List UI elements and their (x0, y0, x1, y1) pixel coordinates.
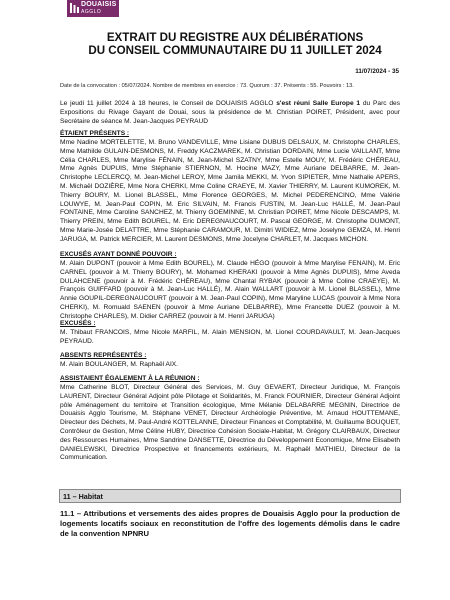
douaisis-agglo-logo (67, 0, 119, 17)
absents-heading: ABSENTS REPRÉSENTÉS : (60, 352, 147, 359)
excuses-list: M. Thibaut FRANCOIS, Mme Nicole MARFIL, M. Alain MENSION, M. Lionel COURDAVAULT, M. Jean-Jacques PEYRAUD. (60, 329, 400, 345)
logo-subtitle: AGGLO (81, 9, 102, 15)
absents-list: M. Alain BOULANGER, M. Raphaël AIX. (60, 361, 179, 368)
document-title-line-1: EXTRAIT DU REGISTRE AUX DÉLIBÉRATIONS (106, 31, 364, 44)
pouvoir-heading: EXCUSÉS AYANT DONNÉ POUVOIR : (60, 251, 177, 258)
convocation-details: Date de la convocation : 05/07/2024. Nombre de membres en exercice : 73. Quorum : 37. Présents : 55. Pouvoirs : 13. (60, 83, 354, 89)
document-title-line-2: DU CONSEIL COMMUNAUTAIRE DU 11 JUILLET 2024 (88, 44, 382, 57)
presents-list: Mme Nadine MORTELETTE, M. Bruno VANDEVILLE, Mme Lisiane DUBUS DELSAUX, M. Christophe CHARLES, Mme Mathilde GULAIN-DESMONS, M. Freddy KACZMAREK, M. Christian DORDAIN, Mme Lucie VAILLANT, Mme Célia CHARLES, Mme Marylise FÉNAIN, M. Jean-Michel SZATNY, Mme Estelle MOUY, M. Frédéric CHÉREAU, Mme Agnès DUPUIS, Mme Stéphanie STIERNON, M. Hocine MAZY, Mme Auriane DELBARRE, M. Jean-Christophe LECLERCQ, M. Jean-Michel LEROY, Mme Jamila MEKKI, M. Yvon SIPIETER, Mme Nathalie APERS, M. Michaël DOZIÈRE, Mme Nora CHERKI, Mme Coline CRAEYE, M. Xavier THIERRY, M. Laurent KUMOREK, M. Thierry BOURY, M. Lionel BLASSEL, Mme Florence GEORGES, M. Michel PEDERENCINO, Mme Valérie LOUWYE, M. Jean-Paul COPIN, M. Eric SILVAIN, M. Francis FUSTIN, M. Jean-Luc HALLÉ, M. Jean-Paul FONTAINE, Mme Caroline SANCHEZ, M. Thierry GOEMINNE, M. Christian POIRET, Mme Nicole DESCAMPS, M. Thierry PREIN, Mme Edith BOUREL, M. Eric DEREGNAUCOURT, M. Pascal GEORGE, M. Christophe DUMONT, Mme Marie-Josée DELATTRE, Mme Stéphanie CARAMOUR, M. Dimitri WIDIEZ, Mme Joselyne GEMZA, M. Henri JARUGA, M. Patrick MERCIER, M. Laurent DESMONS, Mme Jocelyne CHARLET, M. Jacques MICHON. (60, 139, 400, 243)
intro-rest: du Parc des Expositions du Rivage Gayant de Douai, sous la présidence de M. Christian POIRET, Président, avec pour Secrétaire de séance M. Jean-Jacques PEYRAUD (60, 100, 400, 125)
deliberation-point-title: 11.1 – Attributions et versements des aides propres de Douaisis Agglo pour la production de logements locatifs sociaux en reconstitution de l'offre des logements démolis dans le cadre de la convention NPNRU (60, 509, 400, 538)
section-header-habitat (59, 489, 401, 503)
intro-location: s'est réuni Salle Europe 1 (273, 100, 361, 107)
presents-heading: ÉTAIENT PRÉSENTS : (60, 130, 130, 137)
pouvoir-list: M. Alain DUPONT (pouvoir à Mme Edith BOUREL), M. Claude HÉGO (pouvoir à Mme Marylise FENAIN), M. Eric CARNEL (pouvoir à M. Thierry BOURY), M. Mohamed KHERAKI (pouvoir à Mme Agnès DUPUIS), Mme Aveda DULAHCENE (pouvoir à M. Frédéric CHÉREAU), Mme Chantal RYBAK (pouvoir à Mme Coline CRAEYE), M. François GUIFFARD (pouvoir à M. Jean-Luc HALLÉ), M. Alain WALLART (pouvoir à M. Lionel BLASSEL), Mme Annie GOUPIL-DEREGNAUCOURT (pouvoir à M. Jean-Paul COPIN), Mme Maryline LUCAS (pouvoir à Mme Nora CHERKI), M. Romuald SAENEN (pouvoir à Mme Auriane DELBARRE), Mme Francette DUEZ (pouvoir à M. Christophe CHARLES), M. Didier CARREZ (pouvoir à M. Henri JARUGA) (60, 260, 400, 320)
assistaient-list: Mme Catherine BLOT, Directeur Général des Services, M. Guy GEVAERT, Directeur Juridique, M. François LAURENT, Directeur Général Adjoint pôle Pilotage et Solidarités, M. Franck FOURNIER, Directeur Général Adjoint pôle Aménagement du territoire et Transition écologique, Mme Mélanie DELABARRE MEGNIN, Directrice de Douaisis Agglo Tourisme, M. Stéphane VENET, Directeur Archéologie Préventive, M. Arnaud HOUTTEMANE, Directeur des Déchets, M. Paul-André KOTTELANNE, Directeur Finances et Comptabilité, M. Guillaume BOUQUET, Contrôleur de Gestion, Mme Céline HUBY, Directrice Cohésion Sociale-Habitat, M. Grégory CLAIRBAUX, Directeur des Ressources Humaines, Mme Sandrine DANSETTE, Directrice du Développement Economique, Mme Elisabeth DANIELEWSKI, Directrice Prospective et financements extérieurs, M. Raphaël MATHIEU, Directeur de la Communication. (60, 384, 400, 462)
deliberation-reference: 11/07/2024 - 35 (355, 68, 399, 75)
intro-lead: Le jeudi 11 juillet 2024 à 18 heures, le Conseil de DOUAISIS AGGLO (60, 100, 274, 107)
section-label: 11 – Habitat (63, 491, 103, 501)
excuses-heading: EXCUSÉS : (60, 320, 96, 327)
assistaient-heading: ASSISTAIENT ÉGALEMENT À LA RÉUNION : (60, 375, 200, 382)
logo-name: DOUAISIS (81, 1, 117, 8)
logo-mark-icon (70, 3, 79, 13)
intro-paragraph (60, 100, 400, 126)
